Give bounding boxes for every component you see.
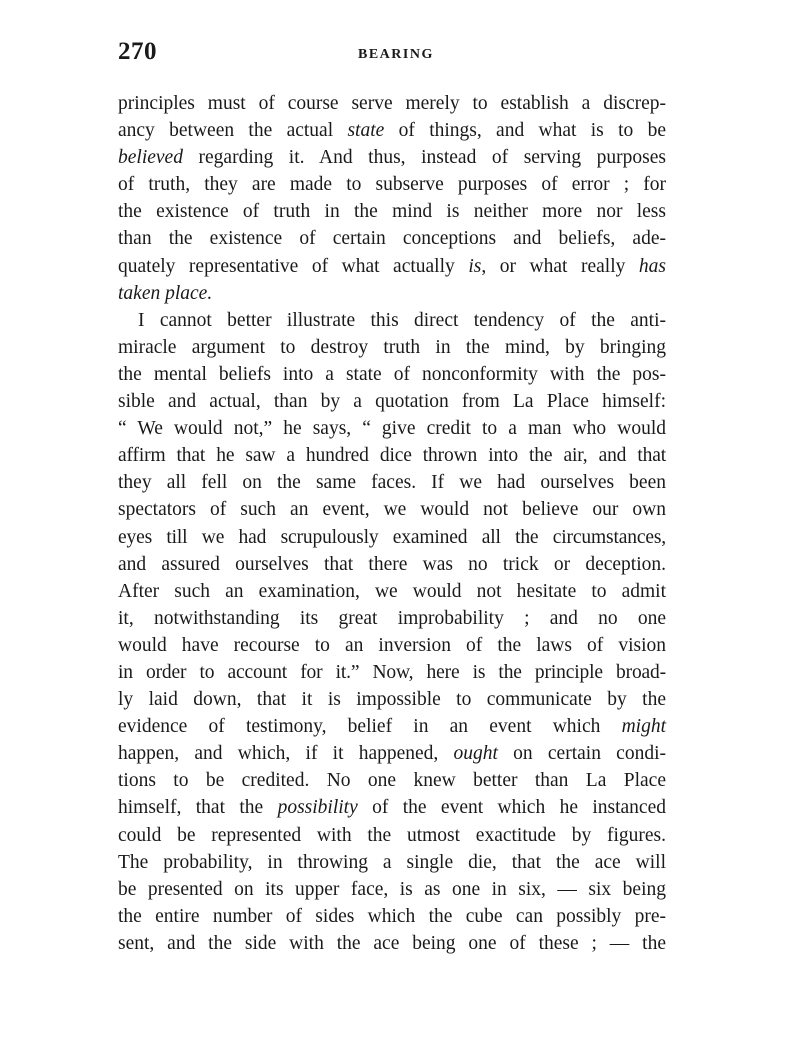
text-line: tions to be credited. No one knew better than La Place: [118, 770, 666, 792]
page-header: [118, 38, 666, 70]
text-line: the mental beliefs into a state of nonconformity with the pos-: [118, 363, 666, 385]
text-line: spectators of such an event, we would not believe our own: [118, 499, 666, 521]
running-head: BEARING: [358, 47, 434, 62]
text-line: ancy between the actual state of things, and what is to be: [118, 120, 666, 142]
text-line: evidence of testimony, belief in an event which might: [118, 716, 666, 738]
text-line: ly laid down, that it is impossible to communicate by the: [118, 689, 666, 711]
text-line: After such an examination, we would not hesitate to admit: [118, 580, 666, 602]
text-line: they all fell on the same faces. If we had ourselves been: [118, 472, 666, 494]
body-text: [118, 90, 666, 957]
text-line: miracle argument to destroy truth in the mind, by bringing: [118, 336, 666, 358]
text-line: eyes till we had scrupulously examined all the circumstances,: [118, 526, 666, 548]
text-line: principles must of course serve merely to establish a discrep-: [118, 93, 666, 114]
text-line: sible and actual, than by a quotation from La Place himself:: [118, 391, 666, 413]
text-line: the entire number of sides which the cube can possibly pre-: [118, 905, 666, 927]
text-line: The probability, in throwing a single die, that the ace will: [118, 851, 666, 873]
text-line: the existence of truth in the mind is neither more nor less: [118, 201, 666, 223]
text-line: happen, and which, if it happened, ought on certain condi-: [118, 743, 666, 765]
italic-emphasis: state: [347, 120, 385, 142]
italic-emphasis: has: [638, 255, 666, 277]
italic-emphasis: believed: [118, 147, 183, 169]
text-line: in order to account for it.” Now, here is the principle broad-: [118, 661, 666, 683]
italic-emphasis: ought: [453, 743, 498, 765]
text-line: than the existence of certain conceptions and beliefs, ade-: [118, 228, 666, 250]
text-line: I cannot better illustrate this direct tendency of the anti-: [138, 309, 666, 331]
italic-emphasis: is: [468, 255, 482, 277]
text-line: believed regarding it. And thus, instead of serving purposes: [118, 147, 666, 169]
italic-emphasis: possibility: [277, 797, 358, 819]
text-line: [118, 280, 666, 307]
text-line: of truth, they are made to subserve purposes of error ; for: [118, 174, 666, 196]
italic-emphasis: taken place.: [118, 282, 213, 304]
page-number: 270: [118, 38, 157, 65]
text-line: “ We would not,” he says, “ give credit to a man who would: [118, 418, 666, 440]
text-line: quately representative of what actually is, or what really has: [118, 255, 666, 277]
text-line: sent, and the side with the ace being one of these ; — the: [118, 932, 666, 954]
text-line: affirm that he saw a hundred dice thrown into the air, and that: [118, 445, 666, 467]
text-line: himself, that the possibility of the event which he instanced: [118, 797, 666, 819]
text-line: be presented on its upper face, is as one in six, — six being: [118, 878, 666, 900]
text-line: could be represented with the utmost exactitude by figures.: [118, 824, 666, 846]
italic-emphasis: might: [621, 716, 666, 738]
text-line: would have recourse to an inversion of the laws of vision: [118, 634, 666, 656]
text-line: it, notwithstanding its great improbability ; and no one: [118, 607, 666, 629]
text-line: and assured ourselves that there was no trick or deception.: [118, 553, 666, 575]
